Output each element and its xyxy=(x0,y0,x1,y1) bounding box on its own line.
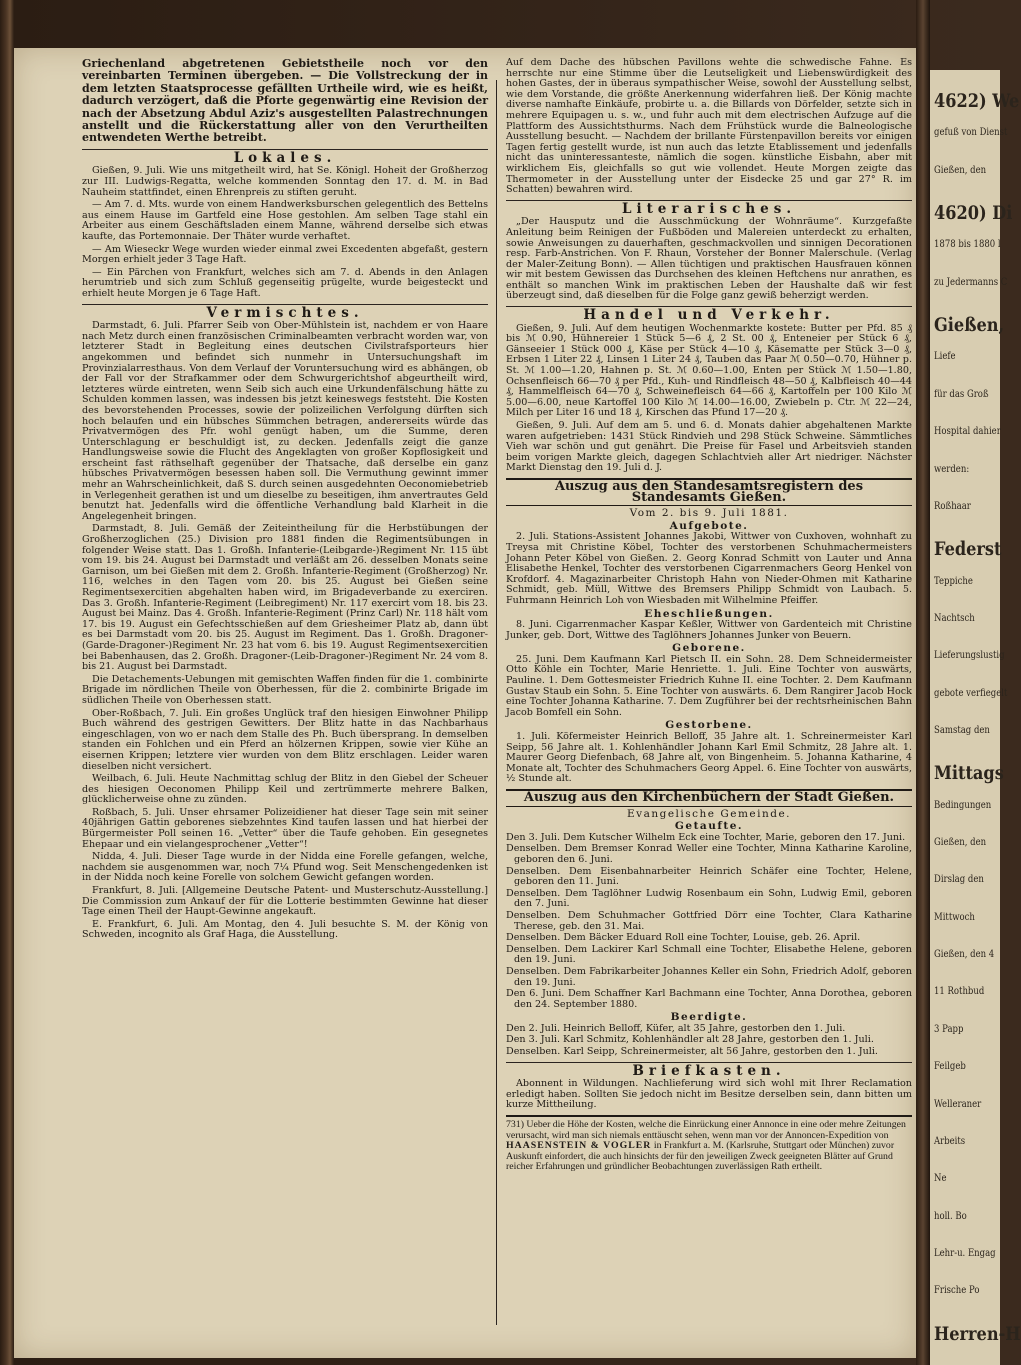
getaufte-entry: Denselben. Dem Schuhmacher Gottfried Dörr eine Tochter, Clara Katharine Therese, geb. den 31. Mai. xyxy=(506,909,912,932)
vermischtes-item: Weilbach, 6. Juli. Heute Nachmittag schlug der Blitz in den Giebel der Scheuer des hiesigen Oeconomen Philipp Keil und zertrümmerte mehrere Balken, glücklicherweise ohne zu zünden. xyxy=(82,773,488,806)
adjacent-page-line: Hospital dahier xyxy=(934,426,1001,437)
adjacent-page-line: Roßhaar xyxy=(934,501,971,512)
standesamt-dates: Vom 2. bis 9. Juli 1881. xyxy=(629,507,789,520)
left-column xyxy=(82,58,488,943)
vermischtes-item: Frankfurt, 8. Juli. [Allgemeine Deutsche Patent- und Musterschutz-Ausstellung.] Die Commission zum Ankauf der für die Lotterie bestimmten Gewinne hat dieser Tage einen Theil der Haupt-Gewinne angekauft. xyxy=(82,885,488,918)
getaufte-entry: Denselben. Dem Bremser Konrad Weller eine Tochter, Minna Katharine Karoline, geboren den 6. Juni. xyxy=(506,843,912,865)
lokales-item: — Ein Pärchen von Frankfurt, welches sich am 7. d. Abends in den Anlagen herumtrieb und sich zum Schluß gegenseitig prügelte, wurde beigesteckt und erhielt heute Morgen je 6 Tage Haft. xyxy=(82,266,488,299)
adjacent-page-line: 1878 bis 1880 l xyxy=(934,239,1001,250)
gemeinde-subheading: Evangelische Gemeinde. xyxy=(626,807,792,820)
eheschliessungen-text: 8. Juni. Cigarrenmacher Kaspar Keßler, Wittwer von Gardenteich mit Christine Junker, geb. Dort, Wittwe des Taglöhners Johannes Junker von Beuern. xyxy=(506,619,912,641)
getaufte-entry: Denselben. Dem Eisenbahnarbeiter Heinrich Schäfer eine Tochter, Helene, geboren den 11. Juni. xyxy=(506,865,912,888)
adjacent-page-line: 4622) We xyxy=(934,90,1020,112)
aufgebote-text: 2. Juli. Stations-Assistent Johannes Jakobi, Wittwer von Cuxhoven, wohnhaft zu Treysa mit Christine Köbel, Tochter des verstorbenen Schuhmachermeisters Johann Peter Köbel von Gießen. 2. Georg Konrad Schmitt von Lauter und Anna Elisabethe Henkel, Tochter des verstorbenen Cigarrenmachers Georg Henkel von Krofdorf. 4. Magazinarbeiter Christoph Hahn von Nieder-Ohmen mit Katharine Schmidt, geb. Müll, Wittwe des Bremsers Philipp Schmidt von Laubach. 5. Fuhrmann Heinrich Loh von Wiesbaden mit Wilhelmine Pfeiffer. xyxy=(506,531,912,606)
beerdigte-heading: Beerdigte. xyxy=(670,1011,748,1024)
gestorbene-heading: Gestorbene. xyxy=(665,719,753,732)
adjacent-page-line: holl. Bo xyxy=(934,1211,967,1222)
beerdigte-entry: Den 2. Juli. Heinrich Belloff, Küfer, alt 35 Jahre, gestorben den 1. Juli. xyxy=(506,1022,846,1034)
beerdigte-entry: Denselben. Karl Seipp, Schreinermeister, alt 56 Jahre, gestorben den 1. Juli. xyxy=(506,1046,878,1058)
aufgebote-heading: Aufgebote. xyxy=(669,519,749,532)
adjacent-page-line: gebote verfiegelt xyxy=(934,688,1008,699)
eheschliessungen-heading: Eheschließungen. xyxy=(644,607,774,620)
adjacent-page-line: Welleraner xyxy=(934,1099,982,1110)
adjacent-page-line: Ne xyxy=(934,1173,947,1184)
adjacent-page-line: Teppiche xyxy=(934,576,973,587)
adjacent-page-line: Frische Po xyxy=(934,1285,980,1296)
handel-heading: Handel und Verkehr. xyxy=(506,306,912,321)
adjacent-page-line: für das Groß xyxy=(934,389,989,400)
gestorbene-text: 1. Juli. Köfermeister Heinrich Belloff, 35 Jahre alt. 1. Schreinermeister Karl Seipp, 56 Jahre alt. 1. Kohlenhändler Johann Karl Emil Schmitz, 28 Jahre alt. 1. Maurer Georg Diefenbach, 68 Jahre alt, von Bingenheim. 5. Johanna Katharine, 4 Monate alt, Tochter des Schuhmachers Georg Appel. 6. Eine Tochter von auswärts, ½ Stunde alt. xyxy=(506,731,912,785)
adjacent-page-line: Bedingungen xyxy=(934,800,992,811)
adjacent-page-line: Liefe xyxy=(934,351,956,362)
adjacent-page-line: zu Jedermanns C xyxy=(934,277,1008,288)
lokales-item: — Am 7. d. Mts. wurde von einem Handwerksburschen gelegentlich des Bettelns aus einem Hause im Gartfeld eine Hose gestohlen. Am selben Tage stahl ein Arbeiter aus einem Geschäftsladen einem Manne, während derselbe sich etwas kaufte, das Portemonnaie. Der Thäter wurde verhaftet. xyxy=(82,199,488,242)
lokales-item: — Am Wieseckr Wege wurden wieder einmal zwei Excedenten abgefaßt, gestern Morgen erhielt jeder 3 Tage Haft. xyxy=(82,243,488,266)
vermischtes-item: Darmstadt, 6. Juli. Pfarrer Seib von Ober-Mühlstein ist, nachdem er von Haare nach Metz durch einen französischen Criminalbeamten verbracht worden war, von letzterer Stadt in Begleitung eines deutschen Civilstrafsporteurs hier angekommen und befindet sich nunmehr in Untersuchungshaft im Provinzialarresthaus. Von dem Verlauf der Voruntersuchung wird es abhängen, ob der Fall vor der Strafkammer oder dem Schwurgerichtshof abgeurtheilt wird, letzteres würde eintreten, wenn Seib sich auch eine Urkundenfälschung hätte zu Schulden kommen lassen, was indessen bis jetzt keineswegs feststeht. Die Kosten des bevorstehenden Processes, sowie der polizeilichen Verfolgung dürften sich hoch belaufen und ein hübsches Sümmchen betragen, andererseits würde das Privatvermögen des Pfr. wohl genügt haben, um die Summe, deren Unterschlagung er beschuldigt ist, zu decken. Jedenfalls zeigt die ganze Handlungsweise sowie die Flucht des Angeklagten von großer Kopflosigkeit und erscheint fast räthselhaft gegenüber der Thatsache, daß derselbe ein ganz hübsches Privatvermögen besessen haben soll. Die Vermuthung gewinnt immer mehr an Wahrscheinlichkeit, daß S. durch seinen ausgedehnten Oeconomiebetrieb in Verlegenheit gerathen ist und um dieselbe zu beseitigen, ihm anvertrautes Geld benutzt hat. Jedenfalls wird die öffentliche Verhandlung bald Klarheit in die Angelegenheit bringen. xyxy=(82,320,488,522)
continued-article: Auf dem Dache des hübschen Pavillons wehte die schwedische Fahne. Es herrschte nur eine Stimme über die Leutseligkeit und Liebenswürdigkeit des hohen Gastes, der in überaus sympathischer Weise, sowohl der Ausstellung selbst, wie dem Vorstande, die größte Anerkennung widerfahren ließ. Der König machte diverse namhafte Einkäufe, probirte u. a. die Billards von Dörfelder, setzte sich in mehrere Equipagen u. s. w., und fuhr auch mit dem electrischen Aufzuge auf die Plattform des Aussichtsthurms. Nach dem Frühstück wurde die Balneologische Ausstellung besucht. — Nachdem der brillante Fürstenpavillon bereits vor einigen Tagen fertig gestellt wurde, ist nun auch das letzte Etablissement und jedenfalls nicht das uninteressanteste, nämlich die sogen. künstliche Eisbahn, aber mit wirklichem Eis, gleichfalls so gut wie vollendet. Heute Morgen zeigte das Thermometer in der Ausstellung unter der Eisdecke 25 und gar 27° R. im Schatten) bewahren wird. xyxy=(506,57,912,196)
adjacent-page-line: Feilgeb xyxy=(934,1061,966,1072)
standesamt-heading: Auszug aus den Standesamtsregistern des Standesamts Gießen. xyxy=(506,478,912,506)
adjacent-page-line: Arbeits xyxy=(934,1136,966,1147)
briefkasten-heading: Briefkasten. xyxy=(506,1062,912,1077)
adjacent-page-line: Nachtsch xyxy=(934,613,975,624)
vermischtes-item: Die Detachements-Uebungen mit gemischten Waffen finden für die 1. combinirte Brigade im nördlichen Theile von Oberhessen, für die 2. combinirte Brigade im südlichen Theile von Oberhessen statt. xyxy=(82,673,488,706)
lokales-item: Gießen, 9. Juli. Wie uns mitgetheilt wird, hat Se. Königl. Hoheit der Großherzog zur III. Ludwigs-Regatta, welche kommenden Sonntag den 17. d. M. in Bad Nauheim stattfindet, einen Ehrenpreis zu stiften geruht. xyxy=(82,165,488,198)
literarisches-heading: Literarisches. xyxy=(506,200,912,215)
column-rule xyxy=(496,80,497,1325)
adjacent-page-line: Herren-H xyxy=(934,1323,1021,1345)
right-column xyxy=(506,58,912,1173)
adjacent-page-line: 3 Papp xyxy=(934,1024,964,1035)
getaufte-entry: Denselben. Dem Bäcker Eduard Roll eine Tochter, Louise, geb. 26. April. xyxy=(506,932,861,944)
adjacent-page-line: Federst xyxy=(934,538,1002,560)
book-gutter xyxy=(916,0,930,1365)
adjacent-page-line: 11 Rothbud xyxy=(934,986,985,997)
adjacent-page-line: Samstag den xyxy=(934,725,990,736)
adjacent-page-line: Mittags xyxy=(934,762,1004,784)
getaufte-entry: Den 6. Juni. Dem Schaffner Karl Bachmann eine Tochter, Anna Dorothea, geboren den 24. September 1880. xyxy=(506,988,912,1010)
beerdigte-entry: Den 3. Juli. Karl Schmitz, Kohlenhändler alt 28 Jahre, gestorben den 1. Juli. xyxy=(506,1034,874,1046)
adjacent-page-line: Gießen, xyxy=(934,314,1005,336)
adjacent-page-line: Lieferungslustig xyxy=(934,650,1005,661)
adjacent-page-line: werden: xyxy=(934,464,970,475)
getaufte-entry: Denselben. Dem Lackirer Karl Schmall eine Tochter, Elisabethe Helene, geboren den 19. Juni. xyxy=(506,943,912,966)
vermischtes-item: Roßbach, 5. Juli. Unser ehrsamer Polizeidiener hat dieser Tage sein mit seiner 40jährigen Gattin geborenes siebzehntes Kind taufen lassen und hat hierbei der Bürgermeister Poll seinen 16. „Vetter“ über die Taufe gehoben. Ein gesegnetes Ehepaar und ein vielangesprochener „Vetter“! xyxy=(82,806,488,850)
market-report: Gießen, 9. Juli. Auf dem am 5. und 6. d. Monats dahier abgehaltenen Markte waren aufgetrieben: 1431 Stück Rindvieh und 298 Stück Schweine. Sämmtliches Vieh war schön und gut genährt. Die Preise für Fasel und Arbeitsvieh standen beim vorigen Markte gleich, dagegen Schlachtvieh aller Art niedriger. Nächster Markt Dienstag den 19. Juli d. J. xyxy=(506,420,912,474)
adjacent-page-line: gefuß von Dienst xyxy=(934,127,1008,138)
literarisches-item: „Der Hausputz und die Ausschmückung der Wohnräume“. Kurzgefaßte Anleitung beim Reinigen der Fußböden und Malereien unterdeckt zu erhalten, sowie Anweisungen zu dauerhaften, geschmackvollen und sinnigen Decorationen resp. Farb-Anstrichen. Von F. Rhaun, Vorsteher der Bonner Malerschule. (Verlag der Maler-Zeitung Bonn). — Allen tüchtigen und praktischen Hausfrauen können wir mit bestem Gewissen das Durchsehen des kleinen Heftchens nur anrathen, es enthält so manchen Wink im praktischen Leben der Haushalte daß wir fest überzeugt sind, daß dieselben für die Folge ganz gewiß beherzigt werden. xyxy=(506,216,912,302)
adjacent-page-line: Mittwoch xyxy=(934,912,975,923)
adjacent-page-line: Gießen, den xyxy=(934,165,987,176)
adjacent-page-fragment xyxy=(930,70,1021,1365)
ad-text-continued: in Frankfurt a. M. (Karlsruhe, Stuttgart oder München) zuvor Auskunft einfordert, die auch hinsichts der für den jeweiligen Zweck geeigneten Blätter auf Grund reicher Erfahrungen und gründlicher Beobachtungen zuverlässigen Rath ertheilt. xyxy=(506,1140,895,1173)
getaufte-entry: Denselben. Dem Taglöhner Ludwig Rosenbaum ein Sohn, Ludwig Emil, geboren den 7. Juni. xyxy=(506,887,912,910)
getaufte-entry: Den 3. Juli. Dem Kutscher Wilhelm Eck eine Tochter, Marie, geboren den 17. Juni. xyxy=(506,831,906,843)
vermischtes-item: Nidda, 4. Juli. Dieser Tage wurde in der Nidda eine Forelle gefangen, welche, nachdem sie ausgenommen war, noch 7¼ Pfund wog. Seit Menschengedenken ist in der Nidda noch keine Forelle von solchem Gewicht gefangen worden. xyxy=(82,851,488,884)
ad-text: 731) Ueber die Höhe der Kosten, welche die Einrückung einer Annonce in eine oder mehre Zeitungen verursacht, wird man sich niemals enttäuscht sehen, wenn man vor der Annoncen-Expedition von xyxy=(506,1119,906,1141)
kirchenbuecher-heading: Auszug aus den Kirchenbüchern der Stadt Gießen. xyxy=(506,789,912,807)
adjacent-page-line: Gießen, den xyxy=(934,837,987,848)
market-report: Gießen, 9. Juli. Auf dem heutigen Wochenmarkte kostete: Butter per Pfd. 85 ₰ bis ℳ 0.90, Hühnereier 1 Stück 5—6 ₰, 2 St. 00 ₰, Enteneier per Stück 6 ₰, Gänseeier 1 Stück 000 ₰, Käse per Stück 4—10 ₰, Käsematte per Stück 3—0 ₰, Erbsen 1 Liter 22 ₰, Linsen 1 Liter 24 ₰, Tauben das Paar ℳ 0.50—0.70, Hühner p. St. ℳ 1.00—1.20, Hahnen p. St. ℳ 0.60—1.00, Enten per Stück ℳ 1.50—1.80, Ochsenfleisch 66—70 ₰ per Pfd., Kuh- und Rindfleisch 48—50 ₰, Kalbfleisch 40—44 ₰, Hammelfleisch 64—70 ₰, Schweinefleisch 64—66 ₰, Kartoffeln per 100 Kilo ℳ 5.00—6.00, neue Kartoffel 100 Kilo ℳ 14.00—16.00, Zwiebeln p. Ctr. ℳ 22—24, Milch per Liter 16 und 18 ₰, Kirschen das Pfund 17—20 ₰. xyxy=(506,322,912,419)
briefkasten-text: Abonnent in Wildungen. Nachlieferung wird sich wohl mit Ihrer Reclamation erledigt haben. Sollten Sie jedoch nicht im Besitze derselben sein, dann bitten um kurze Mittheilung. xyxy=(506,1078,912,1111)
getaufte-heading: Getaufte. xyxy=(674,820,744,833)
vermischtes-heading: Vermischtes. xyxy=(82,304,488,319)
vermischtes-item: Ober-Roßbach, 7. Juli. Ein großes Unglück traf den hiesigen Einwohner Philipp Buch während des gestrigen Gewitters. Der Blitz hatte in das Nachbarhaus eingeschlagen, von wo er nach dem Stalle des Ph. Buch übersprang. In demselben standen ein Fohlchen und ein Pferd an hölzernen Krippen, sowie vier Kühe an eisernen Krippen; letztere vier wurden von dem Blitz erschlagen. Leider waren dieselben nicht versichert. xyxy=(82,707,488,772)
getaufte-entry: Denselben. Dem Fabrikarbeiter Johannes Keller ein Sohn, Friedrich Adolf, geboren den 19. Juni. xyxy=(506,965,912,988)
adjacent-page-line: Lehr-u. Engag xyxy=(934,1248,996,1259)
advertisement xyxy=(506,1115,912,1173)
ad-firm-name: HAASENSTEIN & VOGLER xyxy=(506,1140,652,1152)
lokales-heading: Lokales. xyxy=(82,149,488,164)
vermischtes-item: Darmstadt, 8. Juli. Gemäß der Zeiteintheilung für die Herbstübungen der Großherzoglichen (25.) Division pro 1881 finden die Regimentsübungen in folgender Weise statt. Das 1. Großh. Infanterie-(Leibgarde-)Regiment Nr. 115 übt vom 19. bis 24. August bei Darmstadt und verläßt am 26. desselben Monats seine Garnison, um bei Gießen mit dem 2. Großh. Infanterie-Regiment (Großherzog) Nr. 116, welches in den Tagen vom 20. bis 25. August bei Gießen seine Regimentsexercitien abgehalten haben wird, im Brigadeverbande zu exerciren. Das 3. Großh. Infanterie-Regiment (Leibregiment) Nr. 117 exercirt vom 18. bis 23. August bei Mainz. Das 4. Großh. Infanterie-Regiment (Prinz Carl) Nr. 118 hält vom 17. bis 19. August ein Gefechtsschießen auf dem Griesheimer Platz ab, dann übt es bei Darmstadt vom 20. bis 25. August im Regiment. Das 1. Großh. Dragoner-(Garde-Dragoner-)Regiment Nr. 23 hat vom 6. bis 19. August Regimentsexercitien bei Babenhausen, das 2. Großh. Dragoner-(Leib-Dragoner-)Regiment Nr. 24 vom 8. bis 21. August bei Darmstadt. xyxy=(82,523,488,673)
adjacent-page-line: Gießen, den 4 xyxy=(934,949,995,960)
lead-paragraph: Griechenland abgetretenen Gebietstheile noch vor den vereinbarten Terminen übergeben. — Die Vollstreckung der in dem letzten Staatsprocesse gefällten Urtheile wird, wie es heißt, dadurch verzögert, daß die Pforte gegenwärtig eine Revision der nach der Absetzung Abdul Aziz's ausgestellten Palastrechnungen anstellt und die Rückerstattung aller von den Verurtheilten entwendeten Werthe betreibt. xyxy=(82,57,488,145)
geborene-text: 25. Juni. Dem Kaufmann Karl Pietsch II. ein Sohn. 28. Dem Schneidermeister Otto Köhle ein Tochter, Marie Henriette. 1. Juli. Eine Tochter von auswärts, Pauline. 1. Dem Gottesmeister Friedrich Kuhne II. eine Tochter. 2. Dem Kaufmann Gustav Staub ein Sohn. 5. Eine Tochter von auswärts. 6. Dem Rangirer Jacob Hock eine Tochter Johanna Katharine. 7. Dem Zugführer bei der rechtsrheinischen Bahn Jacob Bomfell ein Sohn. xyxy=(506,653,912,718)
geborene-heading: Geborene. xyxy=(672,642,746,655)
adjacent-page-line: Dirslag den xyxy=(934,874,984,885)
vermischtes-item: E. Frankfurt, 6. Juli. Am Montag, den 4. Juli besuchte S. M. der König von Schweden, incognito als Graf Haga, die Ausstellung. xyxy=(82,918,488,941)
adjacent-page-line: 4620) Di xyxy=(934,202,1013,224)
